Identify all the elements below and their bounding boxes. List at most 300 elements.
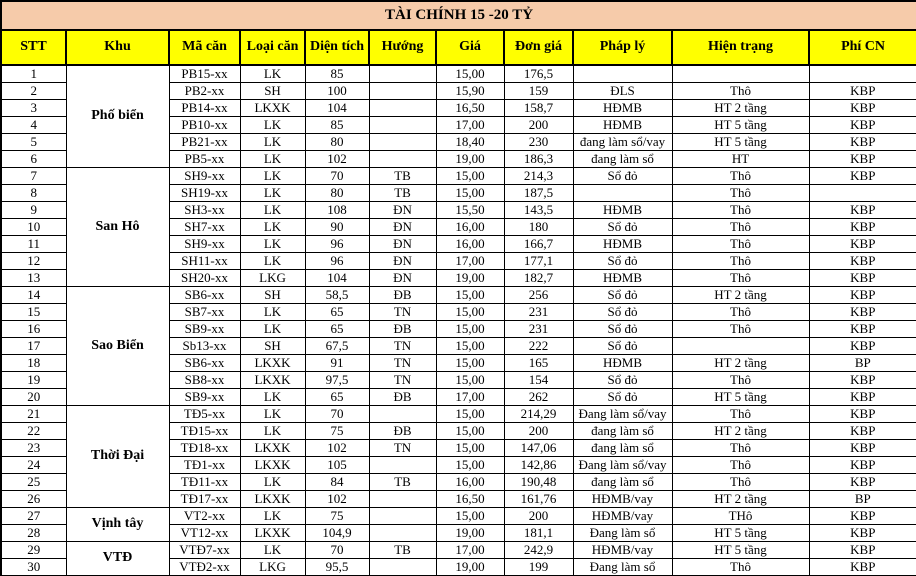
cell-phi-cn[interactable]: KBP <box>809 287 916 304</box>
cell-ma-can[interactable]: PB5-xx <box>169 151 240 168</box>
cell-loai-can[interactable]: LK <box>240 134 305 151</box>
column-header-gia[interactable]: Giá <box>436 30 504 65</box>
cell-loai-can[interactable]: LK <box>240 151 305 168</box>
cell-loai-can[interactable]: LKXK <box>240 372 305 389</box>
cell-phi-cn[interactable]: KBP <box>809 559 916 576</box>
cell-gia[interactable]: 15,90 <box>436 83 504 100</box>
cell-ma-can[interactable]: TĐ1-xx <box>169 457 240 474</box>
cell-dien-tich[interactable]: 70 <box>305 406 369 423</box>
cell-stt[interactable]: 18 <box>1 355 66 372</box>
cell-phi-cn[interactable]: KBP <box>809 117 916 134</box>
cell-dien-tich[interactable]: 104,9 <box>305 525 369 542</box>
cell-stt[interactable]: 6 <box>1 151 66 168</box>
cell-stt[interactable]: 9 <box>1 202 66 219</box>
cell-loai-can[interactable]: LKG <box>240 559 305 576</box>
cell-don-gia[interactable]: 186,3 <box>504 151 573 168</box>
cell-stt[interactable]: 10 <box>1 219 66 236</box>
cell-phi-cn[interactable]: KBP <box>809 304 916 321</box>
cell-gia[interactable]: 15,00 <box>436 304 504 321</box>
cell-dien-tich[interactable]: 95,5 <box>305 559 369 576</box>
cell-stt[interactable]: 12 <box>1 253 66 270</box>
cell-don-gia[interactable]: 200 <box>504 508 573 525</box>
cell-don-gia[interactable]: 165 <box>504 355 573 372</box>
cell-phi-cn[interactable]: KBP <box>809 525 916 542</box>
column-header-dien-tich[interactable]: Diện tích <box>305 30 369 65</box>
cell-don-gia[interactable]: 200 <box>504 423 573 440</box>
cell-huong[interactable] <box>369 83 436 100</box>
cell-phap-ly[interactable]: HĐMB/vay <box>573 508 672 525</box>
cell-phi-cn[interactable]: KBP <box>809 542 916 559</box>
cell-loai-can[interactable]: LK <box>240 117 305 134</box>
cell-hien-trang[interactable]: HT 5 tầng <box>672 134 809 151</box>
cell-loai-can[interactable]: SH <box>240 83 305 100</box>
cell-stt[interactable]: 21 <box>1 406 66 423</box>
cell-stt[interactable]: 15 <box>1 304 66 321</box>
cell-don-gia[interactable]: 143,5 <box>504 202 573 219</box>
cell-ma-can[interactable]: SB9-xx <box>169 389 240 406</box>
cell-huong[interactable] <box>369 117 436 134</box>
cell-don-gia[interactable]: 142,86 <box>504 457 573 474</box>
cell-ma-can[interactable]: VT12-xx <box>169 525 240 542</box>
cell-don-gia[interactable]: 231 <box>504 321 573 338</box>
cell-don-gia[interactable]: 187,5 <box>504 185 573 202</box>
column-header-loai-can[interactable]: Loại căn <box>240 30 305 65</box>
cell-ma-can[interactable]: PB15-xx <box>169 65 240 83</box>
cell-ma-can[interactable]: PB21-xx <box>169 134 240 151</box>
cell-phi-cn[interactable]: KBP <box>809 389 916 406</box>
cell-phi-cn[interactable]: KBP <box>809 83 916 100</box>
cell-dien-tich[interactable]: 80 <box>305 134 369 151</box>
cell-phap-ly[interactable]: HĐMB/vay <box>573 542 672 559</box>
cell-stt[interactable]: 14 <box>1 287 66 304</box>
cell-khu-group[interactable]: Sao Biển <box>66 287 169 406</box>
cell-dien-tich[interactable]: 70 <box>305 168 369 185</box>
cell-loai-can[interactable]: LK <box>240 304 305 321</box>
cell-stt[interactable]: 13 <box>1 270 66 287</box>
cell-gia[interactable]: 15,00 <box>436 287 504 304</box>
cell-ma-can[interactable]: SB8-xx <box>169 372 240 389</box>
cell-dien-tich[interactable]: 108 <box>305 202 369 219</box>
cell-loai-can[interactable]: LK <box>240 474 305 491</box>
cell-phi-cn[interactable]: KBP <box>809 423 916 440</box>
cell-dien-tich[interactable]: 97,5 <box>305 372 369 389</box>
cell-hien-trang[interactable]: Thô <box>672 270 809 287</box>
cell-phi-cn[interactable]: KBP <box>809 457 916 474</box>
cell-gia[interactable]: 19,00 <box>436 270 504 287</box>
cell-phap-ly[interactable]: đang làm sổ/vay <box>573 134 672 151</box>
cell-huong[interactable]: TN <box>369 304 436 321</box>
cell-hien-trang[interactable]: Thô <box>672 236 809 253</box>
cell-gia[interactable]: 15,00 <box>436 457 504 474</box>
cell-don-gia[interactable]: 214,29 <box>504 406 573 423</box>
cell-phi-cn[interactable]: KBP <box>809 100 916 117</box>
cell-dien-tich[interactable]: 90 <box>305 219 369 236</box>
cell-gia[interactable]: 17,00 <box>436 117 504 134</box>
cell-huong[interactable]: TN <box>369 372 436 389</box>
cell-khu-group[interactable]: San Hô <box>66 168 169 287</box>
cell-huong[interactable]: ĐN <box>369 236 436 253</box>
cell-huong[interactable] <box>369 134 436 151</box>
cell-huong[interactable]: ĐN <box>369 202 436 219</box>
cell-dien-tich[interactable]: 67,5 <box>305 338 369 355</box>
cell-hien-trang[interactable]: Thô <box>672 304 809 321</box>
cell-huong[interactable]: TN <box>369 338 436 355</box>
column-header-don-gia[interactable]: Đơn giá <box>504 30 573 65</box>
cell-hien-trang[interactable]: HT 2 tầng <box>672 100 809 117</box>
cell-loai-can[interactable]: LK <box>240 423 305 440</box>
cell-dien-tich[interactable]: 80 <box>305 185 369 202</box>
cell-hien-trang[interactable]: Thô <box>672 253 809 270</box>
cell-gia[interactable]: 15,00 <box>436 355 504 372</box>
cell-ma-can[interactable]: TĐ15-xx <box>169 423 240 440</box>
cell-huong[interactable] <box>369 65 436 83</box>
cell-phap-ly[interactable]: HĐMB <box>573 270 672 287</box>
cell-phap-ly[interactable]: HĐMB/vay <box>573 491 672 508</box>
cell-dien-tich[interactable]: 104 <box>305 270 369 287</box>
cell-stt[interactable]: 4 <box>1 117 66 134</box>
cell-phi-cn[interactable]: BP <box>809 355 916 372</box>
cell-gia[interactable]: 15,00 <box>436 168 504 185</box>
cell-don-gia[interactable]: 154 <box>504 372 573 389</box>
cell-hien-trang[interactable]: Thô <box>672 559 809 576</box>
cell-don-gia[interactable]: 214,3 <box>504 168 573 185</box>
cell-dien-tich[interactable]: 104 <box>305 100 369 117</box>
cell-phi-cn[interactable]: KBP <box>809 270 916 287</box>
cell-huong[interactable]: ĐB <box>369 389 436 406</box>
cell-hien-trang[interactable]: Thô <box>672 321 809 338</box>
cell-phap-ly[interactable]: Sổ đỏ <box>573 389 672 406</box>
cell-dien-tich[interactable]: 75 <box>305 508 369 525</box>
cell-stt[interactable]: 28 <box>1 525 66 542</box>
cell-don-gia[interactable]: 159 <box>504 83 573 100</box>
cell-huong[interactable]: ĐB <box>369 321 436 338</box>
cell-ma-can[interactable]: SH9-xx <box>169 168 240 185</box>
cell-loai-can[interactable]: LK <box>240 321 305 338</box>
cell-dien-tich[interactable]: 70 <box>305 542 369 559</box>
cell-stt[interactable]: 24 <box>1 457 66 474</box>
column-header-phap-ly[interactable]: Pháp lý <box>573 30 672 65</box>
cell-phap-ly[interactable]: Đang làm sổ/vay <box>573 457 672 474</box>
cell-ma-can[interactable]: PB14-xx <box>169 100 240 117</box>
cell-gia[interactable]: 15,00 <box>436 372 504 389</box>
cell-phap-ly[interactable]: Sổ đỏ <box>573 168 672 185</box>
cell-dien-tich[interactable]: 96 <box>305 236 369 253</box>
cell-phi-cn[interactable]: KBP <box>809 219 916 236</box>
cell-khu-group[interactable]: Thời Đại <box>66 406 169 508</box>
cell-hien-trang[interactable]: Thô <box>672 457 809 474</box>
cell-loai-can[interactable]: LKXK <box>240 525 305 542</box>
cell-phap-ly[interactable]: Sổ đỏ <box>573 219 672 236</box>
cell-phap-ly[interactable]: Sổ đỏ <box>573 253 672 270</box>
cell-phap-ly[interactable]: Đang làm sổ/vay <box>573 406 672 423</box>
cell-hien-trang[interactable]: HT <box>672 151 809 168</box>
cell-stt[interactable]: 7 <box>1 168 66 185</box>
cell-loai-can[interactable]: LK <box>240 185 305 202</box>
cell-phi-cn[interactable]: KBP <box>809 474 916 491</box>
cell-stt[interactable]: 3 <box>1 100 66 117</box>
cell-phap-ly[interactable]: HĐMB <box>573 202 672 219</box>
cell-phi-cn[interactable]: KBP <box>809 236 916 253</box>
column-header-phi-cn[interactable]: Phí CN <box>809 30 916 65</box>
cell-gia[interactable]: 16,50 <box>436 100 504 117</box>
cell-gia[interactable]: 15,00 <box>436 406 504 423</box>
cell-stt[interactable]: 27 <box>1 508 66 525</box>
cell-phap-ly[interactable] <box>573 65 672 83</box>
cell-hien-trang[interactable]: Thô <box>672 474 809 491</box>
cell-phi-cn[interactable]: KBP <box>809 151 916 168</box>
cell-gia[interactable]: 19,00 <box>436 559 504 576</box>
cell-hien-trang[interactable] <box>672 338 809 355</box>
cell-gia[interactable]: 16,00 <box>436 236 504 253</box>
cell-huong[interactable]: TB <box>369 185 436 202</box>
cell-don-gia[interactable]: 230 <box>504 134 573 151</box>
cell-hien-trang[interactable] <box>672 65 809 83</box>
cell-don-gia[interactable]: 166,7 <box>504 236 573 253</box>
cell-ma-can[interactable]: SH11-xx <box>169 253 240 270</box>
cell-don-gia[interactable]: 161,76 <box>504 491 573 508</box>
cell-loai-can[interactable]: LK <box>240 542 305 559</box>
cell-don-gia[interactable]: 222 <box>504 338 573 355</box>
cell-gia[interactable]: 18,40 <box>436 134 504 151</box>
cell-ma-can[interactable]: PB2-xx <box>169 83 240 100</box>
cell-hien-trang[interactable]: Thô <box>672 372 809 389</box>
cell-gia[interactable]: 16,00 <box>436 474 504 491</box>
cell-phap-ly[interactable]: Sổ đỏ <box>573 372 672 389</box>
cell-loai-can[interactable]: LK <box>240 406 305 423</box>
cell-hien-trang[interactable]: Thô <box>672 440 809 457</box>
cell-phi-cn[interactable]: KBP <box>809 253 916 270</box>
cell-huong[interactable]: TB <box>369 168 436 185</box>
cell-ma-can[interactable]: Sb13-xx <box>169 338 240 355</box>
cell-don-gia[interactable]: 262 <box>504 389 573 406</box>
cell-phap-ly[interactable]: HĐMB <box>573 100 672 117</box>
cell-don-gia[interactable]: 190,48 <box>504 474 573 491</box>
cell-loai-can[interactable]: LK <box>240 65 305 83</box>
cell-ma-can[interactable]: VTĐ2-xx <box>169 559 240 576</box>
cell-huong[interactable] <box>369 508 436 525</box>
cell-stt[interactable]: 23 <box>1 440 66 457</box>
cell-loai-can[interactable]: LKXK <box>240 355 305 372</box>
cell-phap-ly[interactable] <box>573 185 672 202</box>
cell-phap-ly[interactable]: đang làm sổ <box>573 474 672 491</box>
cell-loai-can[interactable]: LK <box>240 508 305 525</box>
cell-gia[interactable]: 17,00 <box>436 253 504 270</box>
cell-don-gia[interactable]: 177,1 <box>504 253 573 270</box>
cell-stt[interactable]: 29 <box>1 542 66 559</box>
cell-stt[interactable]: 2 <box>1 83 66 100</box>
cell-dien-tich[interactable]: 85 <box>305 117 369 134</box>
cell-don-gia[interactable]: 231 <box>504 304 573 321</box>
cell-huong[interactable]: TN <box>369 440 436 457</box>
cell-dien-tich[interactable]: 102 <box>305 440 369 457</box>
cell-dien-tich[interactable]: 65 <box>305 304 369 321</box>
cell-loai-can[interactable]: LKXK <box>240 100 305 117</box>
cell-phap-ly[interactable]: ĐLS <box>573 83 672 100</box>
cell-loai-can[interactable]: LKXK <box>240 491 305 508</box>
cell-phi-cn[interactable]: KBP <box>809 321 916 338</box>
cell-dien-tich[interactable]: 58,5 <box>305 287 369 304</box>
cell-loai-can[interactable]: LK <box>240 389 305 406</box>
cell-huong[interactable]: ĐN <box>369 219 436 236</box>
cell-ma-can[interactable]: TĐ5-xx <box>169 406 240 423</box>
column-header-hien-trang[interactable]: Hiện trạng <box>672 30 809 65</box>
cell-phi-cn[interactable]: KBP <box>809 134 916 151</box>
cell-ma-can[interactable]: TĐ17-xx <box>169 491 240 508</box>
cell-don-gia[interactable]: 181,1 <box>504 525 573 542</box>
cell-don-gia[interactable]: 182,7 <box>504 270 573 287</box>
cell-hien-trang[interactable]: HT 2 tầng <box>672 287 809 304</box>
cell-phi-cn[interactable]: KBP <box>809 508 916 525</box>
cell-khu-group[interactable]: Phố biển <box>66 65 169 168</box>
cell-phap-ly[interactable]: Đang làm sổ <box>573 525 672 542</box>
cell-stt[interactable]: 26 <box>1 491 66 508</box>
cell-huong[interactable] <box>369 406 436 423</box>
cell-don-gia[interactable]: 180 <box>504 219 573 236</box>
cell-phap-ly[interactable]: Sổ đỏ <box>573 304 672 321</box>
cell-phi-cn[interactable]: KBP <box>809 168 916 185</box>
cell-loai-can[interactable]: LK <box>240 219 305 236</box>
cell-huong[interactable] <box>369 525 436 542</box>
cell-phap-ly[interactable]: Sổ đỏ <box>573 338 672 355</box>
cell-phi-cn[interactable]: KBP <box>809 406 916 423</box>
cell-phi-cn[interactable]: KBP <box>809 372 916 389</box>
cell-dien-tich[interactable]: 75 <box>305 423 369 440</box>
cell-hien-trang[interactable]: Thô <box>672 406 809 423</box>
table-title[interactable]: TÀI CHÍNH 15 -20 TỶ <box>1 1 916 30</box>
cell-hien-trang[interactable]: Thô <box>672 185 809 202</box>
cell-hien-trang[interactable]: Thô <box>672 202 809 219</box>
cell-gia[interactable]: 15,00 <box>436 185 504 202</box>
cell-phi-cn[interactable]: KBP <box>809 202 916 219</box>
cell-hien-trang[interactable]: Thô <box>672 219 809 236</box>
cell-hien-trang[interactable]: HT 5 tầng <box>672 525 809 542</box>
cell-hien-trang[interactable]: HT 5 tầng <box>672 389 809 406</box>
cell-stt[interactable]: 11 <box>1 236 66 253</box>
cell-dien-tich[interactable]: 100 <box>305 83 369 100</box>
cell-huong[interactable]: ĐB <box>369 423 436 440</box>
cell-hien-trang[interactable]: HT 2 tầng <box>672 491 809 508</box>
cell-hien-trang[interactable]: HT 5 tầng <box>672 117 809 134</box>
cell-gia[interactable]: 15,00 <box>436 423 504 440</box>
cell-don-gia[interactable]: 158,7 <box>504 100 573 117</box>
cell-stt[interactable]: 22 <box>1 423 66 440</box>
cell-gia[interactable]: 17,00 <box>436 389 504 406</box>
cell-dien-tich[interactable]: 65 <box>305 389 369 406</box>
cell-hien-trang[interactable]: Thô <box>672 83 809 100</box>
cell-khu-group[interactable]: Vịnh tây <box>66 508 169 542</box>
cell-ma-can[interactable]: TĐ11-xx <box>169 474 240 491</box>
cell-phap-ly[interactable]: Đang làm sổ <box>573 559 672 576</box>
cell-phap-ly[interactable]: Sổ đỏ <box>573 287 672 304</box>
cell-loai-can[interactable]: LKXK <box>240 457 305 474</box>
cell-dien-tich[interactable]: 96 <box>305 253 369 270</box>
column-header-huong[interactable]: Hướng <box>369 30 436 65</box>
cell-phi-cn[interactable]: BP <box>809 491 916 508</box>
cell-phap-ly[interactable]: Sổ đỏ <box>573 321 672 338</box>
cell-phap-ly[interactable]: HĐMB <box>573 117 672 134</box>
cell-dien-tich[interactable]: 105 <box>305 457 369 474</box>
cell-gia[interactable]: 17,00 <box>436 542 504 559</box>
cell-ma-can[interactable]: SB6-xx <box>169 287 240 304</box>
cell-huong[interactable]: ĐN <box>369 270 436 287</box>
cell-stt[interactable]: 25 <box>1 474 66 491</box>
cell-huong[interactable]: TN <box>369 355 436 372</box>
cell-loai-can[interactable]: SH <box>240 338 305 355</box>
cell-hien-trang[interactable]: HT 2 tầng <box>672 423 809 440</box>
cell-phap-ly[interactable]: HĐMB <box>573 355 672 372</box>
cell-ma-can[interactable]: SB6-xx <box>169 355 240 372</box>
cell-stt[interactable]: 1 <box>1 65 66 83</box>
cell-loai-can[interactable]: LK <box>240 202 305 219</box>
cell-stt[interactable]: 8 <box>1 185 66 202</box>
cell-huong[interactable]: TB <box>369 542 436 559</box>
cell-khu-group[interactable]: VTĐ <box>66 542 169 576</box>
cell-dien-tich[interactable]: 85 <box>305 65 369 83</box>
cell-stt[interactable]: 30 <box>1 559 66 576</box>
cell-huong[interactable]: TB <box>369 474 436 491</box>
cell-phi-cn[interactable]: KBP <box>809 440 916 457</box>
cell-ma-can[interactable]: PB10-xx <box>169 117 240 134</box>
cell-don-gia[interactable]: 200 <box>504 117 573 134</box>
cell-dien-tich[interactable]: 102 <box>305 491 369 508</box>
cell-don-gia[interactable]: 256 <box>504 287 573 304</box>
cell-huong[interactable]: ĐB <box>369 287 436 304</box>
cell-phap-ly[interactable]: đang làm sổ <box>573 440 672 457</box>
cell-hien-trang[interactable]: HT 2 tầng <box>672 355 809 372</box>
cell-stt[interactable]: 5 <box>1 134 66 151</box>
column-header-khu[interactable]: Khu <box>66 30 169 65</box>
cell-ma-can[interactable]: VTĐ7-xx <box>169 542 240 559</box>
cell-don-gia[interactable]: 176,5 <box>504 65 573 83</box>
cell-ma-can[interactable]: SH7-xx <box>169 219 240 236</box>
cell-gia[interactable]: 16,00 <box>436 219 504 236</box>
cell-ma-can[interactable]: SB9-xx <box>169 321 240 338</box>
cell-stt[interactable]: 17 <box>1 338 66 355</box>
cell-don-gia[interactable]: 242,9 <box>504 542 573 559</box>
cell-ma-can[interactable]: TĐ18-xx <box>169 440 240 457</box>
cell-gia[interactable]: 15,00 <box>436 440 504 457</box>
cell-gia[interactable]: 19,00 <box>436 151 504 168</box>
cell-phi-cn[interactable]: KBP <box>809 338 916 355</box>
cell-hien-trang[interactable]: HT 5 tầng <box>672 542 809 559</box>
cell-ma-can[interactable]: SH9-xx <box>169 236 240 253</box>
cell-loai-can[interactable]: LKXK <box>240 440 305 457</box>
cell-phap-ly[interactable]: đang làm sổ <box>573 423 672 440</box>
column-header-stt[interactable]: STT <box>1 30 66 65</box>
cell-gia[interactable]: 15,00 <box>436 65 504 83</box>
cell-ma-can[interactable]: SH19-xx <box>169 185 240 202</box>
cell-hien-trang[interactable]: Thô <box>672 168 809 185</box>
cell-huong[interactable] <box>369 559 436 576</box>
cell-gia[interactable]: 15,00 <box>436 338 504 355</box>
cell-ma-can[interactable]: SH3-xx <box>169 202 240 219</box>
cell-gia[interactable]: 16,50 <box>436 491 504 508</box>
cell-hien-trang[interactable]: THô <box>672 508 809 525</box>
cell-stt[interactable]: 16 <box>1 321 66 338</box>
cell-loai-can[interactable]: LK <box>240 236 305 253</box>
column-header-ma-can[interactable]: Mã căn <box>169 30 240 65</box>
cell-dien-tich[interactable]: 102 <box>305 151 369 168</box>
cell-huong[interactable] <box>369 491 436 508</box>
cell-phi-cn[interactable] <box>809 65 916 83</box>
cell-stt[interactable]: 19 <box>1 372 66 389</box>
cell-ma-can[interactable]: SH20-xx <box>169 270 240 287</box>
cell-gia[interactable]: 15,50 <box>436 202 504 219</box>
cell-phap-ly[interactable]: đang làm sổ <box>573 151 672 168</box>
cell-loai-can[interactable]: LK <box>240 253 305 270</box>
cell-huong[interactable]: ĐN <box>369 253 436 270</box>
cell-gia[interactable]: 15,00 <box>436 321 504 338</box>
